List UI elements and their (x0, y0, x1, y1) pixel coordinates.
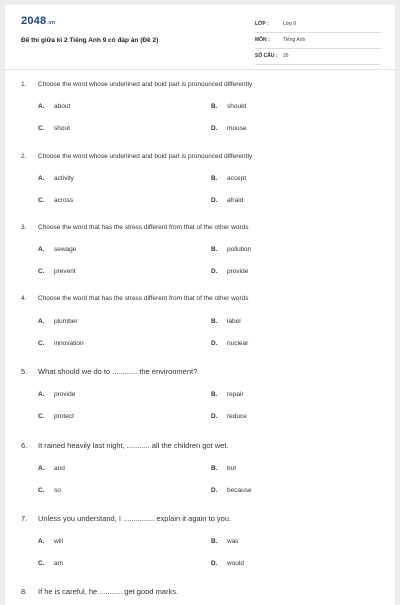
option-c[interactable] (38, 340, 84, 347)
option-text: accept (227, 175, 247, 182)
option-letter: B. (211, 391, 218, 398)
option-letter: A. (38, 246, 45, 253)
meta-key: SỐ CÂU : (255, 53, 278, 59)
option-a[interactable] (38, 318, 77, 325)
site-logo[interactable] (21, 15, 55, 27)
option-letter: A. (38, 538, 45, 545)
option-b[interactable] (211, 538, 239, 545)
option-letter: B. (211, 538, 218, 545)
question-text: If he is careful, he ........... get good marks. (38, 587, 179, 596)
option-a[interactable] (38, 246, 76, 253)
option-text: sewage (54, 246, 77, 253)
option-text: provide (54, 391, 76, 398)
logo-suffix: .vn (47, 20, 56, 26)
option-a[interactable] (38, 538, 63, 545)
option-letter: D. (211, 560, 218, 567)
option-letter: D. (211, 125, 218, 132)
option-letter: B. (211, 246, 218, 253)
option-c[interactable] (38, 268, 76, 275)
option-d[interactable] (211, 487, 252, 494)
option-letter: A. (38, 465, 45, 472)
logo-main: 2048 (21, 15, 47, 27)
option-text: repair (227, 391, 244, 398)
question-number: 8. (21, 587, 28, 596)
option-b[interactable] (211, 465, 236, 472)
option-letter: A. (38, 318, 45, 325)
option-text: will (54, 538, 64, 545)
option-d[interactable] (211, 268, 248, 275)
question-text: It rained heavily last night, ........... all the children got wet. (38, 441, 229, 450)
option-text: am (54, 560, 64, 567)
option-text: innovation (54, 340, 84, 347)
option-text: because (227, 487, 252, 494)
question-number: 5. (21, 367, 28, 376)
option-c[interactable] (38, 487, 61, 494)
meta-key: MÔN : (255, 37, 270, 43)
option-letter: C. (38, 268, 45, 275)
question-text: Unless you understand, I ............... explain it again to you. (38, 514, 232, 523)
option-letter: D. (211, 268, 218, 275)
option-a[interactable] (38, 103, 70, 110)
option-text: pollution (227, 246, 252, 253)
option-letter: B. (211, 465, 218, 472)
option-letter: C. (38, 487, 45, 494)
question-text: Choose the word that has the stress different from that of the other words (38, 224, 249, 231)
option-b[interactable] (211, 175, 246, 182)
option-text: prevent (54, 268, 76, 275)
question-number: 4. (21, 295, 27, 302)
option-c[interactable] (38, 197, 73, 204)
option-letter: C. (38, 125, 45, 132)
exam-header (5, 5, 395, 69)
option-letter: C. (38, 197, 45, 204)
header-divider (5, 69, 395, 70)
option-d[interactable] (211, 125, 247, 132)
option-text: label (227, 318, 241, 325)
option-text: plumber (54, 318, 78, 325)
meta-value: Lớp 9 (283, 21, 297, 27)
option-b[interactable] (211, 246, 251, 253)
exam-title: Đề thi giữa kì 2 Tiếng Anh 9 có đáp án (Đề 2) (21, 37, 159, 44)
option-text: about (54, 103, 71, 110)
option-letter: C. (38, 413, 45, 420)
option-c[interactable] (38, 560, 63, 567)
option-d[interactable] (211, 340, 248, 347)
question-number: 7. (21, 514, 28, 523)
option-c[interactable] (38, 125, 70, 132)
question-number: 3. (21, 224, 27, 231)
option-text: provide (227, 268, 249, 275)
option-text: would (227, 560, 244, 567)
option-b[interactable] (211, 391, 244, 398)
meta-row-class (255, 17, 381, 33)
option-text: and (54, 465, 65, 472)
option-a[interactable] (38, 391, 75, 398)
option-letter: D. (211, 487, 218, 494)
option-b[interactable] (211, 318, 241, 325)
question-text: Choose the word whose underlined and bold part is pronounced differently (38, 153, 253, 160)
option-c[interactable] (38, 413, 74, 420)
option-letter: A. (38, 391, 45, 398)
option-d[interactable] (211, 560, 244, 567)
option-letter: C. (38, 340, 45, 347)
question-number: 6. (21, 441, 28, 450)
exam-meta-table (255, 17, 381, 65)
meta-value: Tiếng Anh (283, 37, 306, 43)
option-a[interactable] (38, 465, 65, 472)
question-number: 1. (21, 81, 27, 88)
option-letter: B. (211, 103, 218, 110)
option-a[interactable] (38, 175, 74, 182)
option-letter: D. (211, 340, 218, 347)
option-text: across (54, 197, 74, 204)
meta-key: LỚP : (255, 21, 269, 27)
option-text: reduce (227, 413, 247, 420)
option-letter: D. (211, 197, 218, 204)
option-letter: D. (211, 413, 218, 420)
meta-value: 26 (283, 53, 289, 59)
exam-sheet (5, 5, 395, 605)
option-text: activity (54, 175, 74, 182)
option-text: mouse (227, 125, 247, 132)
option-text: should (227, 103, 247, 110)
option-text: afraid (227, 197, 244, 204)
option-text: was (227, 538, 239, 545)
option-letter: A. (38, 175, 45, 182)
meta-row-subject (255, 33, 381, 49)
question-text: What should we do to ............ the environment? (38, 367, 198, 376)
question-number: 2. (21, 153, 27, 160)
option-d[interactable] (211, 197, 243, 204)
option-text: shout (54, 125, 70, 132)
option-letter: B. (211, 318, 218, 325)
question-text: Choose the word that has the stress different from that of the other words (38, 295, 249, 302)
question-text: Choose the word whose underlined and bold part is pronounced differently (38, 81, 253, 88)
option-letter: A. (38, 103, 45, 110)
option-text: protect (54, 413, 74, 420)
option-b[interactable] (211, 103, 246, 110)
option-text: so (54, 487, 61, 494)
option-d[interactable] (211, 413, 247, 420)
option-letter: B. (211, 175, 218, 182)
option-letter: C. (38, 560, 45, 567)
option-text: nuclear (227, 340, 249, 347)
meta-row-count (255, 49, 381, 65)
option-text: but (227, 465, 237, 472)
